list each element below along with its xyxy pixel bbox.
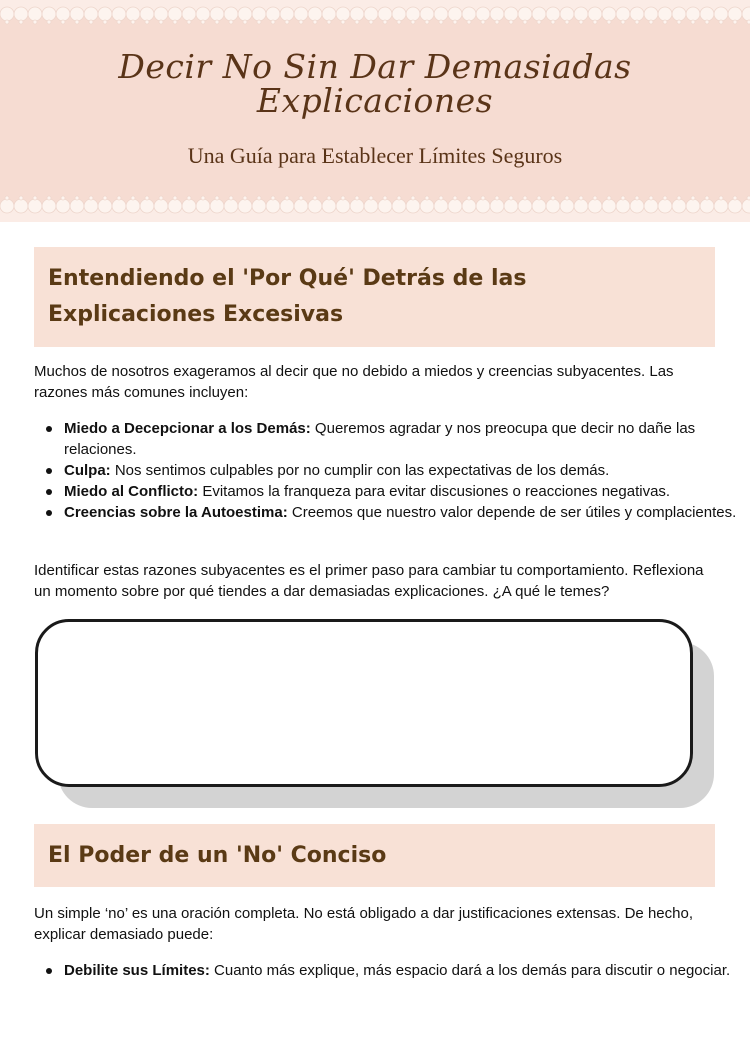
- lace-dot: [495, 196, 499, 200]
- lace-dot: [215, 196, 219, 200]
- lace-scallop: [350, 7, 364, 21]
- section-heading-concise-no: El Poder de un 'No' Conciso: [34, 824, 715, 887]
- lace-scallop: [168, 7, 182, 21]
- lace-scallop: [448, 7, 462, 21]
- lace-scallop: [224, 7, 238, 21]
- lace-dot: [19, 20, 23, 24]
- lace-dot: [593, 196, 597, 200]
- list-item: [64, 460, 744, 481]
- lace-dot: [635, 196, 639, 200]
- lace-dot: [397, 20, 401, 24]
- lace-scallop: [406, 199, 420, 213]
- lace-scallop: [504, 199, 518, 213]
- lace-dot: [229, 196, 233, 200]
- lace-scallop: [252, 199, 266, 213]
- lace-scallop: [308, 7, 322, 21]
- lace-scallop: [154, 7, 168, 21]
- lace-dot: [579, 196, 583, 200]
- lace-scallop: [98, 199, 112, 213]
- lace-scallop: [112, 7, 126, 21]
- lace-scallop: [280, 199, 294, 213]
- lace-dot: [341, 20, 345, 24]
- lace-dot: [369, 196, 373, 200]
- lace-border-bottom: [0, 192, 750, 222]
- lace-dot: [257, 20, 261, 24]
- lace-scallop: [336, 199, 350, 213]
- lace-dot: [159, 196, 163, 200]
- lace-scallop: [728, 7, 742, 21]
- lace-dot: [621, 196, 625, 200]
- lace-scallop: [294, 7, 308, 21]
- list-item: [64, 418, 744, 460]
- lace-dot: [411, 20, 415, 24]
- lace-scallop: [518, 7, 532, 21]
- lace-scallop: [98, 7, 112, 21]
- lace-dot: [89, 20, 93, 24]
- lace-dot: [271, 196, 275, 200]
- lace-dot: [131, 196, 135, 200]
- page-subtitle: Una Guía para Establecer Límites Seguros: [187, 143, 563, 168]
- lace-scallop: [546, 199, 560, 213]
- lace-dot: [201, 20, 205, 24]
- lace-scallop: [14, 199, 28, 213]
- lace-scallop: [0, 199, 14, 213]
- lace-dot: [481, 20, 485, 24]
- lace-dot: [103, 196, 107, 200]
- lace-scallop: [28, 7, 42, 21]
- lace-scallop: [714, 7, 728, 21]
- lace-scallop: [224, 199, 238, 213]
- lace-dot: [565, 20, 569, 24]
- lace-dot: [705, 196, 709, 200]
- list-item-term: Miedo a Decepcionar a los Demás:: [64, 420, 311, 437]
- reasons-list: [34, 418, 744, 523]
- lace-dot: [299, 196, 303, 200]
- lace-dot: [467, 196, 471, 200]
- lace-scallop: [336, 7, 350, 21]
- lace-scallop: [672, 199, 686, 213]
- lace-scallop: [378, 7, 392, 21]
- lace-dot: [677, 20, 681, 24]
- lace-scallop: [70, 7, 84, 21]
- lace-dot: [47, 196, 51, 200]
- lace-dot: [565, 196, 569, 200]
- lace-scallop: [490, 199, 504, 213]
- lace-dot: [649, 196, 653, 200]
- lace-dot: [593, 20, 597, 24]
- lace-dot: [33, 20, 37, 24]
- list-item-term: Debilite sus Límites:: [64, 962, 210, 979]
- lace-scallop: [700, 7, 714, 21]
- lace-dot: [481, 196, 485, 200]
- lace-scallop: [588, 7, 602, 21]
- lace-scallop: [392, 199, 406, 213]
- lace-scallop: [616, 199, 630, 213]
- lace-dot: [411, 196, 415, 200]
- lace-scallop: [182, 7, 196, 21]
- lace-scallop: [602, 199, 616, 213]
- lace-scallop: [406, 7, 420, 21]
- lace-dot: [467, 20, 471, 24]
- lace-scallop: [140, 199, 154, 213]
- lace-scallop: [658, 199, 672, 213]
- lace-dot: [523, 20, 527, 24]
- lace-scallop: [644, 199, 658, 213]
- lace-scallop: [364, 199, 378, 213]
- lace-scallop: [238, 199, 252, 213]
- lace-dot: [355, 196, 359, 200]
- lace-dot: [187, 196, 191, 200]
- lace-scallop: [532, 7, 546, 21]
- lace-border-top: [0, 0, 750, 30]
- lace-scallop: [616, 7, 630, 21]
- lace-dot: [215, 20, 219, 24]
- lace-scallop: [588, 199, 602, 213]
- lace-scallop: [126, 7, 140, 21]
- lace-scallop: [322, 199, 336, 213]
- lace-dot: [243, 196, 247, 200]
- lace-dot: [551, 20, 555, 24]
- lace-dot: [691, 196, 695, 200]
- lace-scallop: [392, 7, 406, 21]
- section-heading-why: Entendiendo el 'Por Qué' Detrás de las Explicaciones Excesivas: [34, 247, 715, 347]
- lace-scallop: [602, 7, 616, 21]
- lace-dot: [621, 20, 625, 24]
- lace-dot: [89, 196, 93, 200]
- lace-scallop: [140, 7, 154, 21]
- lace-dot: [61, 20, 65, 24]
- lace-dot: [313, 20, 317, 24]
- lace-dot: [47, 20, 51, 24]
- lace-dot: [117, 20, 121, 24]
- lace-scallop: [182, 199, 196, 213]
- list-item: [64, 502, 744, 523]
- lace-dot: [313, 196, 317, 200]
- lace-dot: [607, 196, 611, 200]
- page-title-line-1: Decir No Sin Dar Demasiadas: [118, 47, 632, 86]
- lace-scallop: [126, 199, 140, 213]
- lace-scallop: [14, 7, 28, 21]
- lace-dot: [439, 196, 443, 200]
- lace-scallop: [490, 7, 504, 21]
- lace-scallop: [56, 7, 70, 21]
- list-item-term: Culpa:: [64, 462, 111, 479]
- page-header: [0, 0, 750, 222]
- lace-scallop: [420, 7, 434, 21]
- lace-scallop: [434, 199, 448, 213]
- lace-dot: [579, 20, 583, 24]
- lace-scallop: [350, 199, 364, 213]
- lace-dot: [117, 196, 121, 200]
- lace-scallop: [42, 199, 56, 213]
- lace-dot: [327, 20, 331, 24]
- list-item-text: Queremos agradar y nos preocupa que decir no dañe las relaciones.: [64, 420, 696, 458]
- lace-dot: [5, 20, 9, 24]
- lace-dot: [663, 196, 667, 200]
- lace-scallop: [378, 199, 392, 213]
- lace-scallop: [686, 199, 700, 213]
- lace-dot: [187, 20, 191, 24]
- lace-dot: [103, 20, 107, 24]
- lace-dot: [677, 196, 681, 200]
- reflection-paragraph: Identificar estas razones subyacentes es el primer paso para cambiar tu comportamiento. Reflexiona un momento sobre por qué tiendes a dar demasiadas explicaciones. ¿A qué le temes?: [34, 562, 704, 600]
- lace-scallop: [56, 199, 70, 213]
- lace-scallop: [84, 7, 98, 21]
- list-item-text: Evitamos la franqueza para evitar discusiones o reacciones negativas.: [198, 483, 671, 500]
- lace-scallop: [574, 199, 588, 213]
- list-item-text: Creemos que nuestro valor depende de ser útiles y complacientes.: [287, 504, 737, 521]
- lace-dot: [425, 196, 429, 200]
- lace-scallop: [252, 7, 266, 21]
- lace-dot: [75, 196, 79, 200]
- lace-dot: [607, 20, 611, 24]
- list-item-text: Nos sentimos culpables por no cumplir con las expectativas de los demás.: [110, 462, 610, 479]
- lace-dot: [383, 196, 387, 200]
- page-title: [0, 47, 750, 120]
- list-item: [64, 960, 744, 981]
- lace-dot: [453, 196, 457, 200]
- lace-dot: [453, 20, 457, 24]
- lace-dot: [733, 20, 737, 24]
- lace-dot: [159, 20, 163, 24]
- lace-dot: [383, 20, 387, 24]
- lace-dot: [537, 196, 541, 200]
- lace-dot: [145, 20, 149, 24]
- lace-scallop: [196, 7, 210, 21]
- lace-dot: [257, 196, 261, 200]
- lace-dot: [341, 196, 345, 200]
- lace-scallop: [462, 7, 476, 21]
- lace-scallop: [112, 199, 126, 213]
- lace-scallop: [280, 7, 294, 21]
- lace-dot: [229, 20, 233, 24]
- lace-dot: [299, 20, 303, 24]
- lace-dot: [663, 20, 667, 24]
- lace-dot: [131, 20, 135, 24]
- lace-dot: [649, 20, 653, 24]
- lace-dot: [509, 20, 513, 24]
- lace-scallop: [154, 199, 168, 213]
- lace-scallop: [420, 199, 434, 213]
- lace-scallop: [0, 7, 14, 21]
- list-item-term: Creencias sobre la Autoestima:: [64, 504, 288, 521]
- list-item: [64, 481, 744, 502]
- lace-scallop: [266, 199, 280, 213]
- reflection-answer-box[interactable]: [35, 619, 693, 787]
- lace-dot: [33, 196, 37, 200]
- lace-dot: [439, 20, 443, 24]
- lace-dot: [201, 196, 205, 200]
- lace-dot: [705, 20, 709, 24]
- section-intro-paragraph: Muchos de nosotros exageramos al decir que no debido a miedos y creencias subyacentes. Las razones más comunes incluyen:: [34, 363, 674, 401]
- lace-scallop: [518, 199, 532, 213]
- section-intro-paragraph: Un simple ‘no’ es una oración completa. No está obligado a dar justificaciones extensas. De hecho, explicar demasiado puede:: [34, 905, 693, 943]
- lace-dot: [327, 196, 331, 200]
- lace-scallop: [476, 199, 490, 213]
- lace-dot: [61, 196, 65, 200]
- lace-scallop: [630, 199, 644, 213]
- lace-scallop: [294, 199, 308, 213]
- lace-dot: [397, 196, 401, 200]
- lace-dot: [509, 196, 513, 200]
- lace-dot: [733, 196, 737, 200]
- lace-dot: [271, 20, 275, 24]
- lace-scallop: [560, 199, 574, 213]
- effects-list: [34, 960, 744, 981]
- lace-scallop: [70, 199, 84, 213]
- list-item-text: Cuanto más explique, más espacio dará a los demás para discutir o negociar.: [209, 962, 731, 979]
- lace-scallop: [238, 7, 252, 21]
- lace-scallop: [686, 7, 700, 21]
- lace-dot: [691, 20, 695, 24]
- lace-scallop: [672, 7, 686, 21]
- lace-scallop: [546, 7, 560, 21]
- lace-scallop: [574, 7, 588, 21]
- lace-scallop: [196, 199, 210, 213]
- lace-scallop: [434, 7, 448, 21]
- lace-dot: [243, 20, 247, 24]
- lace-scallop: [714, 199, 728, 213]
- lace-scallop: [504, 7, 518, 21]
- lace-scallop: [700, 199, 714, 213]
- lace-dot: [355, 20, 359, 24]
- lace-scallop: [84, 199, 98, 213]
- lace-dot: [75, 20, 79, 24]
- lace-scallop: [728, 199, 742, 213]
- lace-scallop: [630, 7, 644, 21]
- lace-scallop: [644, 7, 658, 21]
- lace-dot: [719, 196, 723, 200]
- lace-scallop: [364, 7, 378, 21]
- lace-scallop: [560, 7, 574, 21]
- lace-scallop: [532, 199, 546, 213]
- lace-dot: [19, 196, 23, 200]
- lace-dot: [551, 196, 555, 200]
- lace-scallop: [308, 199, 322, 213]
- page-title-line-2: Explicaciones: [256, 81, 494, 120]
- lace-scallop: [658, 7, 672, 21]
- lace-scallop: [168, 199, 182, 213]
- list-item-term: Miedo al Conflicto:: [64, 483, 199, 500]
- lace-scallop: [462, 199, 476, 213]
- lace-dot: [635, 20, 639, 24]
- lace-dot: [425, 20, 429, 24]
- lace-dot: [495, 20, 499, 24]
- lace-dot: [145, 196, 149, 200]
- lace-dot: [285, 196, 289, 200]
- lace-dot: [173, 196, 177, 200]
- lace-dot: [285, 20, 289, 24]
- lace-dot: [5, 196, 9, 200]
- lace-scallop: [210, 199, 224, 213]
- lace-scallop: [210, 7, 224, 21]
- lace-scallop: [448, 199, 462, 213]
- lace-dot: [369, 20, 373, 24]
- lace-scallop: [476, 7, 490, 21]
- lace-dot: [523, 196, 527, 200]
- lace-scallop: [28, 199, 42, 213]
- lace-dot: [173, 20, 177, 24]
- lace-scallop: [322, 7, 336, 21]
- lace-scallop: [266, 7, 280, 21]
- lace-dot: [719, 20, 723, 24]
- lace-scallop: [42, 7, 56, 21]
- lace-dot: [537, 20, 541, 24]
